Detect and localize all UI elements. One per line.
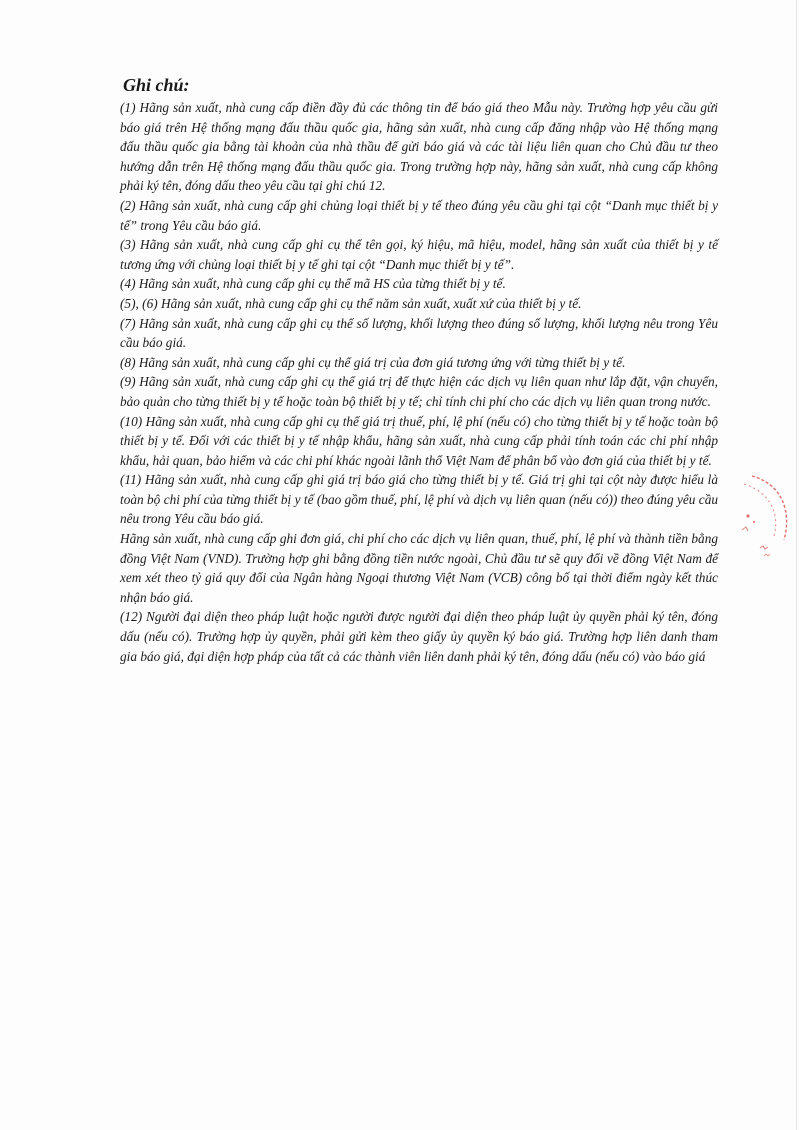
note-paragraph-2: (2) Hãng sản xuất, nhà cung cấp ghi chủng loại thiết bị y tế theo đúng yêu cầu ghi tại cột “Danh mục thiết bị y tế” trong Yêu cầu báo giá.: [120, 197, 718, 233]
note-paragraph-9: (9) Hãng sản xuất, nhà cung cấp ghi cụ thể giá trị để thực hiện các dịch vụ liên quan như lắp đặt, vận chuyển, bảo quản cho từng thiết bị y tế hoặc toàn bộ thiết bị y tế; chỉ tính chi phí cho các dịch vụ liên quan trong nước.: [120, 374, 718, 409]
note-paragraph-8: (8) Hãng sản xuất, nhà cung cấp ghi cụ thể giá trị của đơn giá tương ứng với từng thiết bị y tế.: [120, 354, 626, 370]
note-paragraph-4: (4) Hãng sản xuất, nhà cung cấp ghi cụ thể mã HS của từng thiết bị y tế.: [120, 276, 506, 292]
note-paragraph-1: (1) Hãng sản xuất, nhà cung cấp điền đầy đủ các thông tin để báo giá theo Mẫu này. Trường hợp yêu cầu gửi báo giá trên Hệ thống mạng đấu thầu quốc gia, hãng sản xuất, nhà cung cấp đăng nhập vào Hệ thống mạng đấu thầu quốc gia bằng tài khoản của nhà thầu để gửi báo giá và các tài liệu liên quan cho Chủ đầu tư theo hướng dẫn trên Hệ thống mạng đấu thầu quốc gia. Trong trường hợp này, hãng sản xuất, nhà cung cấp không phải ký tên, đóng dấu theo yêu cầu tại ghi chú 12.: [120, 100, 718, 194]
note-paragraph-currency: Hãng sản xuất, nhà cung cấp ghi đơn giá, chi phí cho các dịch vụ liên quan, thuế, phí, lệ phí và thành tiền bằng đồng Việt Nam (VND). Trường hợp ghi bằng đồng tiền nước ngoài, Chủ đầu tư sẽ quy đổi về đồng Việt Nam để xem xét theo tỷ giá quy đổi của Ngân hàng Ngoại thương Việt Nam (VCB) công bố tại thời điểm ngày kết thúc nhận báo giá.: [120, 531, 718, 605]
note-paragraph-3: (3) Hãng sản xuất, nhà cung cấp ghi cụ thể tên gọi, ký hiệu, mã hiệu, model, hãng sản xuất của thiết bị y tế tương ứng với chủng loại thiết bị y tế ghi tại cột “Danh mục thiết bị y tế”.: [120, 237, 718, 272]
note-paragraph-7: (7) Hãng sản xuất, nhà cung cấp ghi cụ thể số lượng, khối lượng theo đúng số lượng, khối lượng nêu trong Yêu cầu báo giá.: [120, 315, 718, 351]
partial-red-seal-icon: [734, 470, 794, 570]
note-paragraph-12: (12) Người đại diện theo pháp luật hoặc người được người đại diện theo pháp luật ủy quyền phải ký tên, đóng dấu (nếu có). Trường hợp ủy quyền, phải gửi kèm theo giấy ủy quyền ký báo giá. Trường hợp liên danh tham gia báo giá, đại diện hợp pháp của tất cả các thành viên liên danh phải ký tên, đóng dấu (nếu có) vào báo giá: [120, 609, 718, 664]
notes-heading: Ghi chú:: [123, 75, 190, 95]
notes-list: [120, 98, 718, 666]
note-paragraph-5-6: (5), (6) Hãng sản xuất, nhà cung cấp ghi cụ thể năm sản xuất, xuất xứ của thiết bị y tế.: [120, 295, 582, 311]
page-edge: [796, 0, 797, 1130]
note-paragraph-11: (11) Hãng sản xuất, nhà cung cấp ghi giá trị báo giá cho từng thiết bị y tế. Giá trị ghi tại cột này được hiểu là toàn bộ chi phí của từng thiết bị y tế (bao gồm thuế, phí, lệ phí và dịch vụ liên quan (nếu có)) theo đúng yêu cầu nêu trong Yêu cầu báo giá.: [120, 472, 718, 527]
notes-section: [120, 74, 718, 666]
note-paragraph-10: (10) Hãng sản xuất, nhà cung cấp ghi cụ thể giá trị thuế, phí, lệ phí (nếu có) cho từng thiết bị y tế hoặc toàn bộ thiết bị y tế. Đối với các thiết bị y tế nhập khẩu, hãng sản xuất, nhà cung cấp phải tính toán các chi phí nhập khẩu, hải quan, bảo hiểm và các chi phí khác ngoài lãnh thổ Việt Nam để phân bổ vào đơn giá của thiết bị y tế.: [120, 413, 718, 468]
